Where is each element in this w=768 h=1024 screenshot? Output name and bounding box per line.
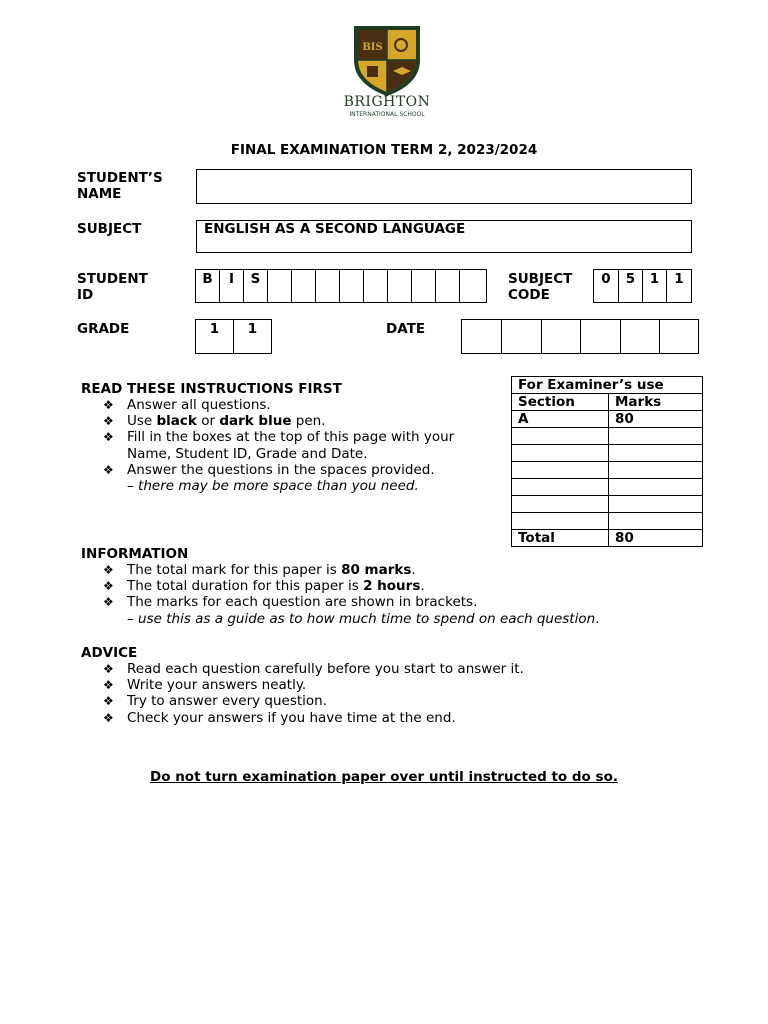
date-cell[interactable] bbox=[542, 320, 581, 353]
instructions-list bbox=[81, 397, 501, 494]
grade-label: GRADE bbox=[77, 321, 130, 337]
student-id-cell[interactable]: S bbox=[244, 270, 268, 302]
information-emphasis: 2 hours bbox=[363, 578, 421, 595]
information-text: The total mark for this paper is bbox=[127, 562, 342, 578]
total-label: Total bbox=[512, 530, 609, 547]
advice-heading: ADVICE bbox=[81, 645, 138, 661]
instruction-text: Use bbox=[127, 413, 157, 430]
date-cells[interactable] bbox=[461, 319, 699, 354]
subject-value: ENGLISH AS A SECOND LANGUAGE bbox=[204, 221, 466, 237]
list-item bbox=[81, 710, 701, 726]
advice-text: Write your answers neatly. bbox=[127, 677, 307, 694]
student-name-label: STUDENT’S NAME bbox=[77, 170, 163, 202]
list-item bbox=[81, 429, 501, 461]
marks-cell[interactable] bbox=[609, 513, 703, 530]
date-label: DATE bbox=[386, 321, 426, 337]
marks-cell[interactable] bbox=[609, 496, 703, 513]
marks-cell[interactable] bbox=[609, 428, 703, 445]
section-cell: A bbox=[512, 411, 609, 428]
list-item bbox=[81, 397, 501, 413]
subject-code-cell[interactable]: 1 bbox=[667, 270, 692, 302]
footer-notice: Do not turn examination paper over until instructed to do so. bbox=[150, 769, 618, 785]
examiner-col-section: Section bbox=[512, 394, 609, 411]
instructions-heading: READ THESE INSTRUCTIONS FIRST bbox=[81, 381, 342, 397]
information-heading: INFORMATION bbox=[81, 546, 189, 562]
list-item bbox=[81, 462, 501, 494]
student-id-cell[interactable] bbox=[412, 270, 436, 302]
grade-cell[interactable]: 1 bbox=[196, 320, 234, 353]
table-row bbox=[512, 411, 703, 428]
information-text: . bbox=[411, 562, 416, 578]
school-name: BRIGHTON bbox=[343, 94, 431, 110]
diamond-bullet-icon: ❖ bbox=[103, 595, 114, 610]
table-row bbox=[512, 513, 703, 530]
student-id-cell[interactable]: B bbox=[196, 270, 220, 302]
instruction-emphasis: dark blue bbox=[219, 413, 292, 430]
advice-text: Try to answer every question. bbox=[127, 693, 328, 710]
marks-cell[interactable] bbox=[609, 462, 703, 479]
student-id-cell[interactable] bbox=[436, 270, 460, 302]
table-row bbox=[512, 445, 703, 462]
student-id-cell[interactable] bbox=[292, 270, 316, 302]
table-row bbox=[512, 496, 703, 513]
diamond-bullet-icon: ❖ bbox=[103, 710, 114, 725]
subject-code-label: SUBJECT CODE bbox=[508, 271, 573, 303]
marks-cell[interactable] bbox=[609, 479, 703, 496]
instruction-text: Name, Student ID, Grade and Date. bbox=[127, 445, 368, 462]
information-list bbox=[81, 562, 701, 627]
subject-field[interactable] bbox=[196, 220, 692, 253]
grade-cell[interactable]: 1 bbox=[234, 320, 272, 353]
student-id-cell[interactable] bbox=[316, 270, 340, 302]
marks-cell[interactable] bbox=[609, 445, 703, 462]
list-item bbox=[81, 562, 701, 578]
student-id-cell[interactable] bbox=[268, 270, 292, 302]
diamond-bullet-icon: ❖ bbox=[103, 694, 114, 709]
date-cell[interactable] bbox=[660, 320, 699, 353]
list-item bbox=[81, 677, 701, 693]
student-id-cell[interactable] bbox=[460, 270, 487, 302]
crest-text: BIS bbox=[362, 42, 383, 53]
diamond-bullet-icon: ❖ bbox=[103, 678, 114, 693]
instruction-note: – there may be more space than you need. bbox=[127, 478, 419, 495]
instruction-text: Answer the questions in the spaces provided. bbox=[127, 461, 435, 478]
information-emphasis: 80 marks bbox=[341, 562, 412, 578]
student-id-cells[interactable] bbox=[195, 269, 487, 303]
advice-list bbox=[81, 661, 701, 726]
information-text: The total duration for this paper is bbox=[127, 578, 364, 595]
school-subtitle: INTERNATIONAL SCHOOL bbox=[349, 111, 425, 118]
section-cell bbox=[512, 479, 609, 496]
list-item bbox=[81, 578, 701, 594]
subject-code-cell[interactable]: 5 bbox=[619, 270, 643, 302]
subject-label: SUBJECT bbox=[77, 221, 142, 237]
total-value: 80 bbox=[609, 530, 703, 547]
examiner-title: For Examiner’s use bbox=[512, 377, 703, 394]
student-id-cell[interactable] bbox=[388, 270, 412, 302]
subject-code-cell[interactable]: 1 bbox=[643, 270, 667, 302]
section-cell bbox=[512, 496, 609, 513]
section-cell bbox=[512, 445, 609, 462]
list-item bbox=[81, 693, 701, 709]
diamond-bullet-icon: ❖ bbox=[103, 414, 114, 429]
advice-text: Read each question carefully before you start to answer it. bbox=[127, 661, 524, 677]
diamond-bullet-icon: ❖ bbox=[103, 579, 114, 594]
student-id-cell[interactable] bbox=[364, 270, 388, 302]
list-item bbox=[81, 413, 501, 429]
list-item bbox=[81, 594, 701, 626]
subject-code-cell[interactable]: 0 bbox=[594, 270, 619, 302]
date-cell[interactable] bbox=[621, 320, 660, 353]
exam-title: FINAL EXAMINATION TERM 2, 2023/2024 bbox=[230, 142, 538, 158]
diamond-bullet-icon: ❖ bbox=[103, 430, 114, 445]
list-item bbox=[81, 661, 701, 677]
information-note: – use this as a guide as to how much time to spend on each question bbox=[127, 610, 596, 627]
instruction-text: Answer all questions. bbox=[127, 397, 271, 413]
section-cell bbox=[512, 513, 609, 530]
table-row bbox=[512, 462, 703, 479]
date-cell[interactable] bbox=[581, 320, 621, 353]
section-cell bbox=[512, 428, 609, 445]
examiner-table bbox=[511, 376, 703, 547]
information-text: . bbox=[595, 610, 600, 627]
instruction-text: or bbox=[196, 413, 220, 430]
advice-text: Check your answers if you have time at the end. bbox=[127, 709, 456, 726]
table-row bbox=[512, 479, 703, 496]
grade-cells[interactable] bbox=[195, 319, 272, 354]
diamond-bullet-icon: ❖ bbox=[103, 563, 114, 577]
information-text: . bbox=[420, 578, 425, 595]
diamond-bullet-icon: ❖ bbox=[103, 462, 114, 477]
subject-code-cells[interactable] bbox=[593, 269, 692, 303]
section-cell bbox=[512, 462, 609, 479]
marks-cell[interactable]: 80 bbox=[609, 411, 703, 428]
instruction-emphasis: black bbox=[156, 413, 197, 430]
student-id-cell[interactable]: I bbox=[220, 270, 244, 302]
student-id-cell[interactable] bbox=[340, 270, 364, 302]
diamond-bullet-icon: ❖ bbox=[103, 398, 114, 412]
instruction-text: Fill in the boxes at the top of this page with your bbox=[127, 429, 455, 446]
date-cell[interactable] bbox=[462, 320, 502, 353]
table-row-total bbox=[512, 530, 703, 547]
date-cell[interactable] bbox=[502, 320, 542, 353]
school-crest-icon bbox=[336, 22, 438, 98]
instruction-text: pen. bbox=[291, 413, 326, 430]
student-name-field[interactable] bbox=[196, 169, 692, 204]
information-text: The marks for each question are shown in brackets. bbox=[127, 594, 478, 611]
table-row bbox=[512, 428, 703, 445]
diamond-bullet-icon: ❖ bbox=[103, 662, 114, 676]
school-logo bbox=[336, 22, 438, 122]
examiner-col-marks: Marks bbox=[609, 394, 703, 411]
student-id-label: STUDENT ID bbox=[77, 271, 148, 303]
